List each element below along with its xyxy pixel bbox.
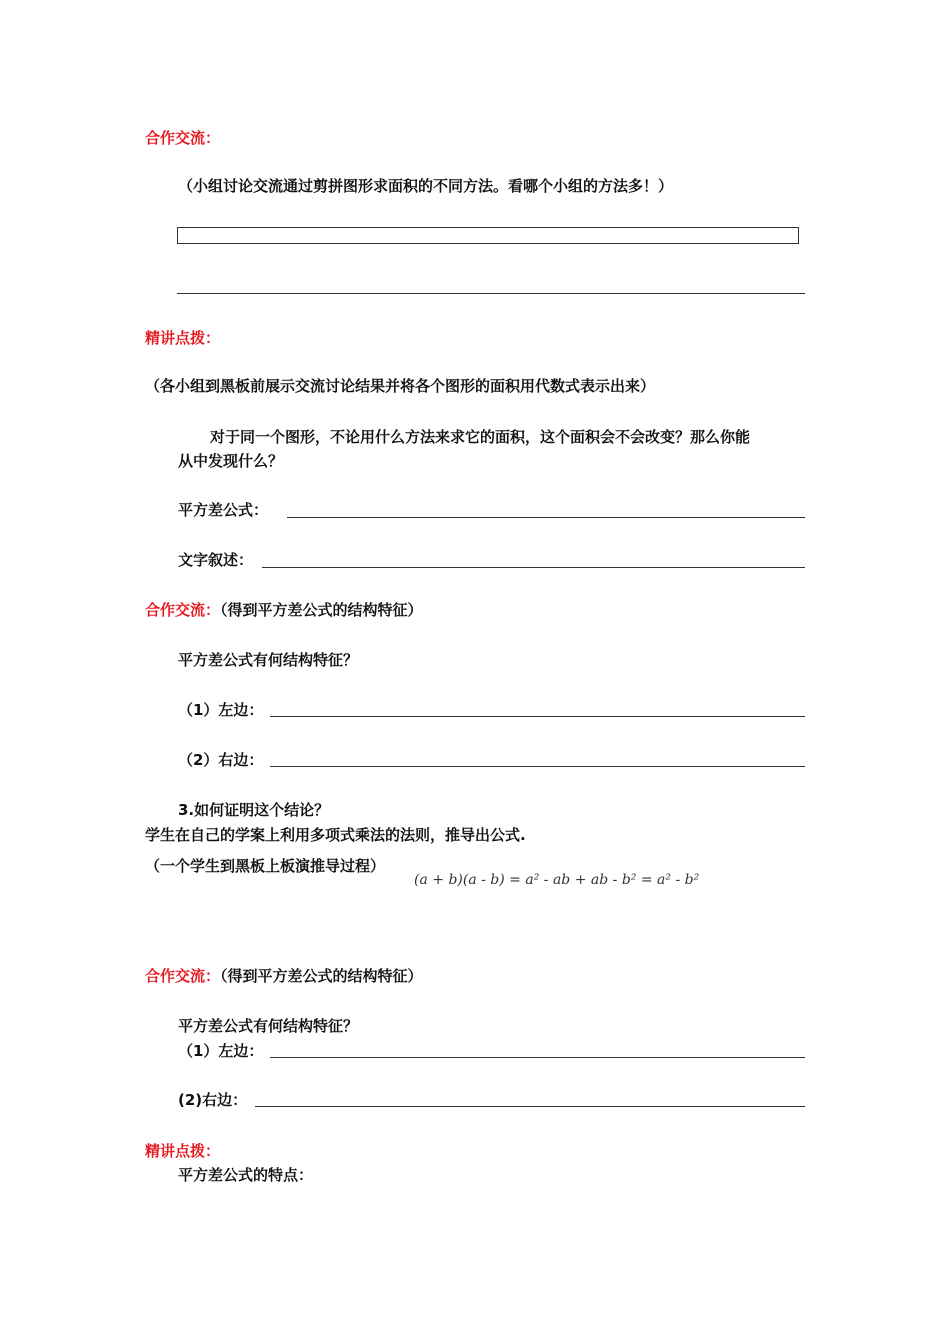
section3-left-answer-line[interactable] [270, 716, 805, 717]
section3-left-label: （1）左边： [178, 701, 264, 719]
section2-heading: 精讲点拨： [145, 329, 221, 347]
text-description-answer-line[interactable] [262, 567, 805, 568]
section4-heading-note: （得到平方差公式的结构特征） [220, 967, 423, 985]
section4-right-answer-line[interactable] [255, 1106, 805, 1107]
section1-instruction: （小组讨论交流通过剪拼图形求面积的不同方法。看哪个小组的方法多！） [178, 177, 674, 195]
section3-right-answer-line[interactable] [270, 766, 805, 767]
section3-question: 平方差公式有何结构特征？ [178, 651, 359, 669]
section1-heading: 合作交流： [145, 129, 221, 147]
formula-label: 平方差公式： [178, 501, 269, 519]
paragraph-line-2: 从中发现什么？ [178, 452, 284, 470]
section3-heading-note: （得到平方差公式的结构特征） [220, 601, 423, 619]
section3-heading: 合作交流： [145, 601, 221, 619]
proof-question: 3.如何证明这个结论？ [178, 801, 330, 819]
section4-question: 平方差公式有何结构特征？ [178, 1017, 359, 1035]
section3-heading-row [145, 600, 423, 620]
section4-heading: 合作交流： [145, 967, 221, 985]
answer-line[interactable] [177, 293, 805, 294]
proof-instruction: 学生在自己的学案上利用多项式乘法的法则，推导出公式. [145, 826, 526, 844]
section2-instruction: （各小组到黑板前展示交流讨论结果并将各个图形的面积用代数式表示出来） [145, 377, 656, 395]
proof-equation: (a + b)(a - b) = a² - ab + ab - b² = a² - b² [414, 872, 700, 888]
section4-right-label: (2)右边： [178, 1091, 248, 1109]
proof-note: （一个学生到黑板上板演推导过程） [145, 857, 386, 875]
paragraph-line-1: 对于同一个图形，不论用什么方法来求它的面积，这个面积会不会改变？那么你能 [210, 428, 751, 446]
formula-answer-line[interactable] [287, 517, 805, 518]
section5-features: 平方差公式的特点： [178, 1166, 314, 1184]
section5-heading: 精讲点拨： [145, 1142, 221, 1160]
section4-heading-row [145, 966, 423, 986]
section3-right-label: （2）右边： [178, 751, 264, 769]
section4-left-label: （1）左边： [178, 1042, 264, 1060]
section4-left-answer-line[interactable] [270, 1057, 805, 1058]
answer-box[interactable] [177, 227, 799, 244]
text-description-label: 文字叙述： [178, 551, 254, 569]
